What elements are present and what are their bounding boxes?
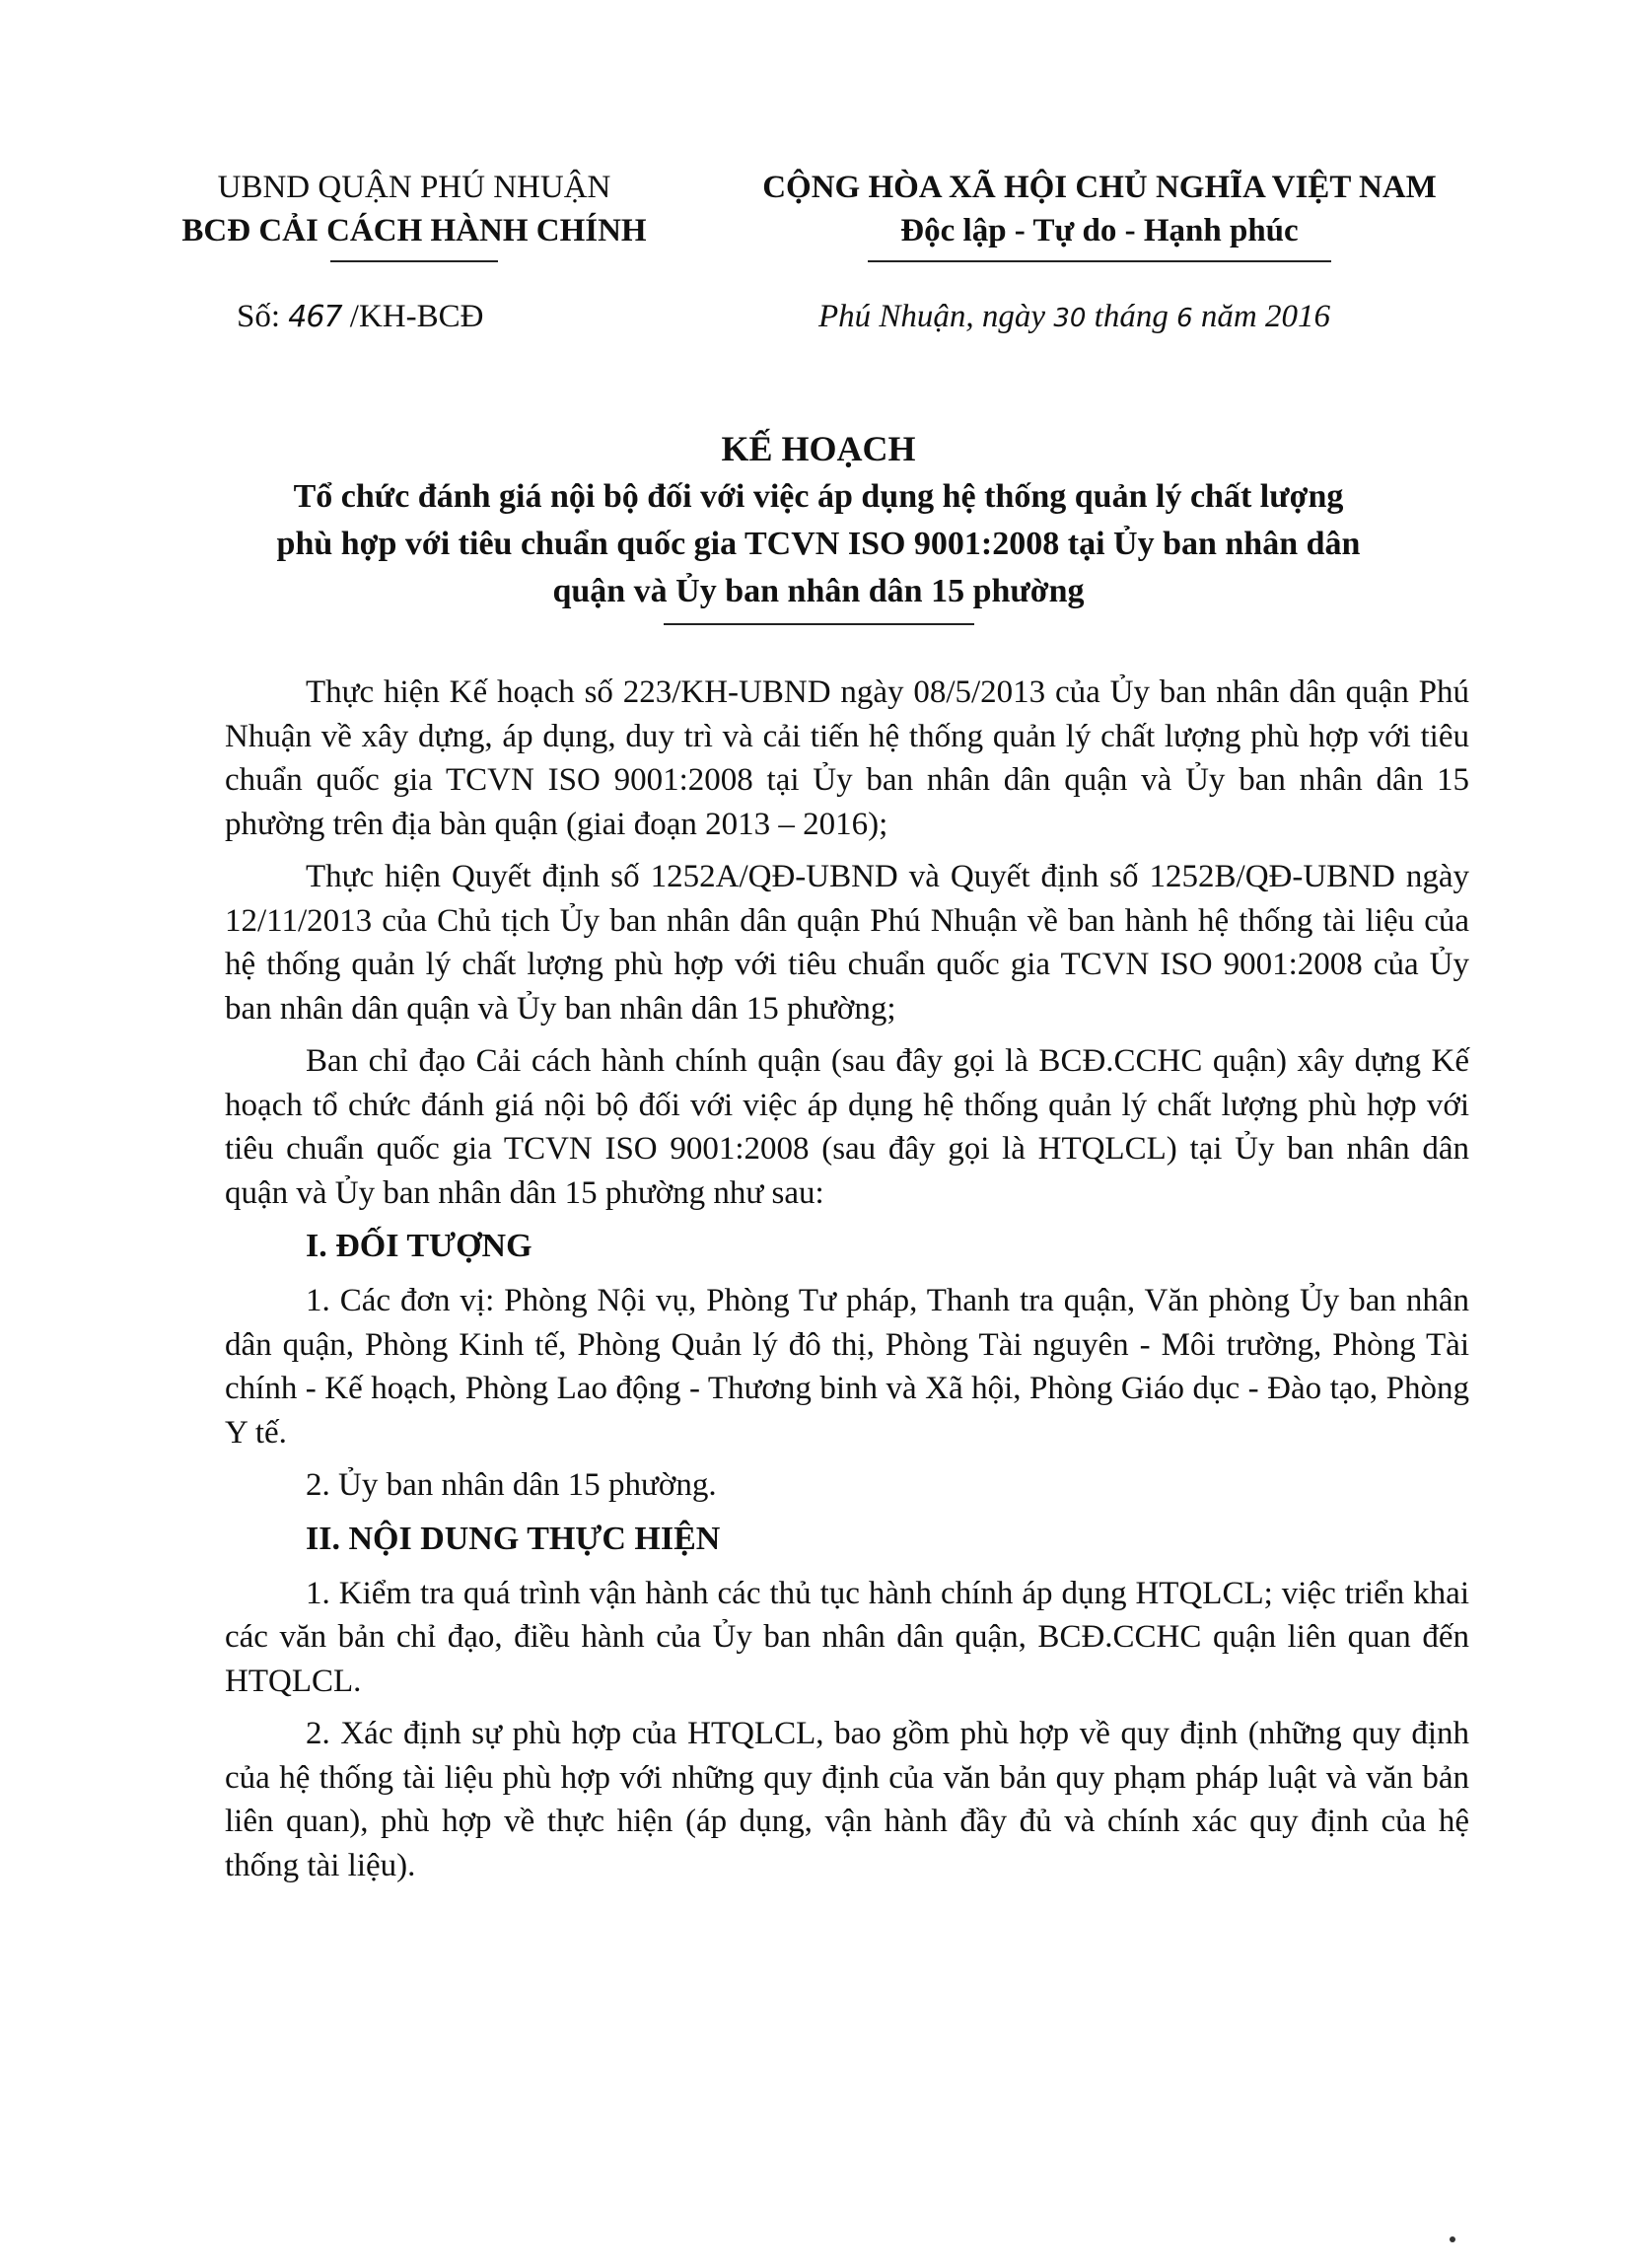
- section-1-heading: I. ĐỐI TƯỢNG: [306, 1228, 532, 1264]
- section-1-item-2: 2. Ủy ban nhân dân 15 phường.: [306, 1467, 717, 1503]
- scan-mark: [1450, 2236, 1455, 2242]
- paragraph-1: Thực hiện Kế hoạch số 223/KH-UBND ngày 08/5/2013 của Ủy ban nhân dân quận Phú Nhuận về xây dựng, áp dụng, duy trì và cải tiến hệ thống quản lý chất lượng phù hợp với tiêu chuẩn quốc gia TCVN ISO 9001:2008 tại Ủy ban nhân dân quận và Ủy ban nhân dân 15 phường trên địa bàn quận (giai đoạn 2013 – 2016);: [225, 674, 1469, 842]
- date-month: 6: [1176, 304, 1193, 333]
- title-underline: [664, 623, 974, 625]
- section-2-item-1: 1. Kiểm tra quá trình vận hành các thủ tục hành chính áp dụng HTQLCL; việc triển khai các văn bản chỉ đạo, điều hành của Ủy ban nhân dân quận, BCĐ.CCHC quận liên quan đến HTQLCL.: [225, 1575, 1469, 1699]
- issuing-authority: [148, 166, 680, 262]
- section-2-item-2: 2. Xác định sự phù hợp của HTQLCL, bao gồm phù hợp về quy định (những quy định của hệ thống tài liệu phù hợp với những quy định của văn bản quy phạm pháp luật và văn bản liên quan), phù hợp về thực hiện (áp dụng, vận hành đầy đủ và chính xác quy định của hệ thống tài liệu).: [225, 1716, 1469, 1883]
- authority-underline: [330, 260, 498, 262]
- document-number: [237, 299, 483, 335]
- authority-department: BCĐ CẢI CÁCH HÀNH CHÍNH: [181, 213, 647, 248]
- date-place: Phú Nhuận, ngày: [818, 299, 1054, 334]
- authority-name: UBND QUẬN PHÚ NHUẬN: [217, 170, 611, 205]
- date-day: 30: [1053, 304, 1087, 333]
- document-date: [818, 299, 1330, 335]
- nation-motto: Độc lập - Tự do - Hạnh phúc: [900, 213, 1299, 248]
- title-line-2: phù hợp với tiêu chuẩn quốc gia TCVN ISO 9001:2008 tại Ủy ban nhân dân: [276, 526, 1361, 562]
- doc-number-prefix: Số:: [237, 299, 289, 334]
- motto-underline: [868, 260, 1331, 262]
- document-body: [225, 671, 1469, 1896]
- title-line-1: Tổ chức đánh giá nội bộ đối với việc áp dụng hệ thống quản lý chất lượng: [293, 478, 1344, 515]
- national-header: [710, 166, 1489, 262]
- date-month-label: tháng: [1086, 299, 1177, 334]
- section-2-heading: II. NỘI DUNG THỰC HIỆN: [306, 1520, 721, 1557]
- doc-number-suffix: /KH-BCĐ: [341, 299, 484, 334]
- title-line-3: quận và Ủy ban nhân dân 15 phường: [552, 573, 1085, 609]
- nation-name: CỘNG HÒA XÃ HỘI CHỦ NGHĨA VIỆT NAM: [762, 170, 1437, 205]
- section-1-item-1: 1. Các đơn vị: Phòng Nội vụ, Phòng Tư pháp, Thanh tra quận, Văn phòng Ủy ban nhân dân quận, Phòng Kinh tế, Phòng Quản lý đô thị, Phòng Tài nguyên - Môi trường, Phòng Tài chính - Kế hoạch, Phòng Lao động - Thương binh và Xã hội, Phòng Giáo dục - Đào tạo, Phòng Y tế.: [225, 1283, 1469, 1451]
- doc-number-handwritten: 467: [288, 300, 342, 334]
- document-title: [217, 424, 1420, 625]
- title-main: KẾ HOẠCH: [721, 429, 916, 468]
- date-year: năm 2016: [1192, 299, 1330, 334]
- paragraph-3: Ban chỉ đạo Cải cách hành chính quận (sau đây gọi là BCĐ.CCHC quận) xây dựng Kế hoạch tổ chức đánh giá nội bộ đối với việc áp dụng hệ thống quản lý chất lượng phù hợp với tiêu chuẩn quốc gia TCVN ISO 9001:2008 (sau đây gọi là HTQLCL) tại Ủy ban nhân dân quận và Ủy ban nhân dân 15 phường như sau:: [225, 1043, 1469, 1211]
- paragraph-2: Thực hiện Quyết định số 1252A/QĐ-UBND và Quyết định số 1252B/QĐ-UBND ngày 12/11/2013 của Chủ tịch Ủy ban nhân dân quận Phú Nhuận về ban hành hệ thống tài liệu của hệ thống quản lý chất lượng phù hợp với tiêu chuẩn quốc gia TCVN ISO 9001:2008 của Ủy ban nhân dân quận và Ủy ban nhân dân 15 phường;: [225, 859, 1469, 1027]
